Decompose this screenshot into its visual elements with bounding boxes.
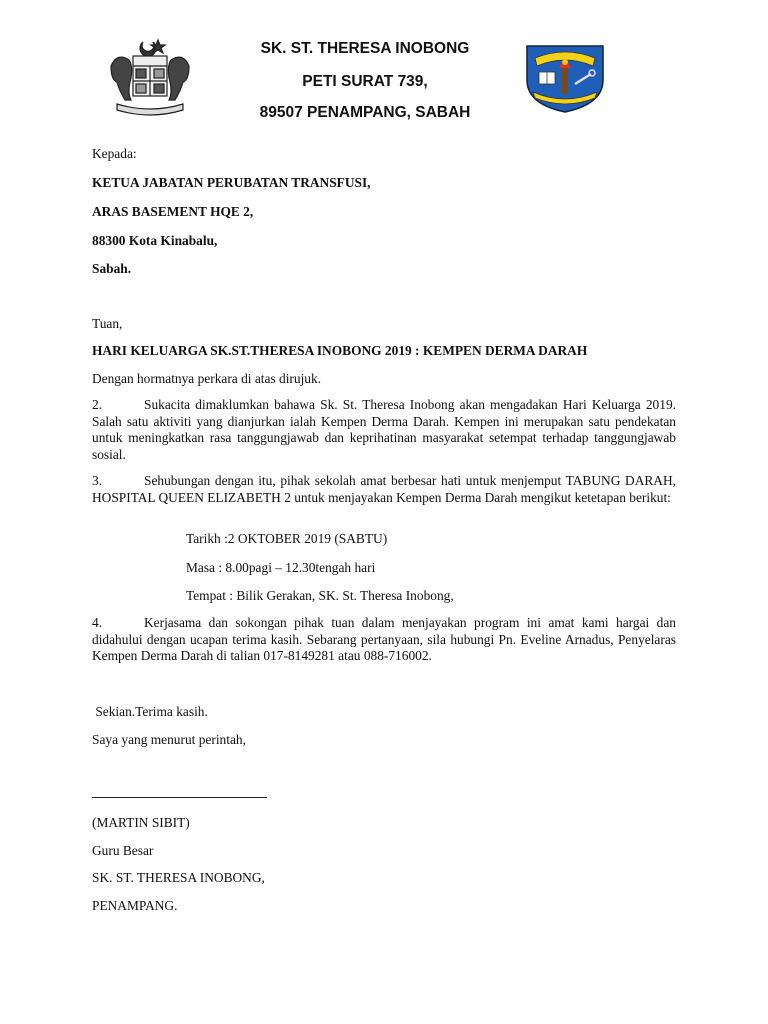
paragraph-2	[92, 397, 676, 463]
recipient-line-3: 88300 Kota Kinabalu,	[92, 233, 218, 248]
city-line: 89507 PENAMPANG, SABAH	[259, 104, 471, 121]
coat-of-arms-logo	[103, 36, 197, 118]
closing-yours: Saya yang menurut perintah,	[92, 732, 246, 747]
paragraph-number: 4.	[92, 615, 103, 630]
paragraph-text: Kerjasama dan sokongan pihak tuan dalam menjayakan program ini amat kami hargai dan didahului dengan ucapan terima kasih. Sebarang pertanyaan, sila hubungi Pn. Eveline Arnadus, Penyelaras Kempen Derma Darah di talian 017-8149281 atau 088-716002.	[92, 615, 676, 663]
subject-line: HARI KELUARGA SK.ST.THERESA INOBONG 2019 : KEMPEN DERMA DARAH	[92, 343, 588, 358]
signatory-school: SK. ST. THERESA INOBONG,	[92, 870, 265, 885]
opening-line: Dengan hormatnya perkara di atas dirujuk.	[92, 371, 322, 386]
recipient-line-4: Sabah.	[92, 261, 132, 276]
paragraph-number: 2.	[92, 397, 103, 412]
paragraph-text: Sukacita dimaklumkan bahawa Sk. St. Theresa Inobong akan mengadakan Hari Keluarga 2019. Salah satu aktiviti yang dianjurkan ialah Kempen Derma Darah. Kempen ini merupakan satu pendekatan untuk meningkatkan rasa tanggungjawab dan keprihatinan masyarakat setempat terhadap tanggungjawab sosial.	[92, 397, 676, 462]
paragraph-3	[92, 473, 676, 506]
signatory-place: PENAMPANG.	[92, 898, 178, 913]
salutation: Tuan,	[92, 316, 123, 331]
recipient-line-1: KETUA JABATAN PERUBATAN TRANSFUSI,	[92, 175, 371, 190]
detail-tarikh: Tarikh :2 OKTOBER 2019 (SABTU)	[186, 531, 388, 546]
po-box: PETI SURAT 739,	[302, 73, 428, 90]
kepada-label: Kepada:	[92, 146, 137, 161]
paragraph-text: Sehubungan dengan itu, pihak sekolah amat berbesar hati untuk menjemput TABUNG DARAH, HOSPITAL QUEEN ELIZABETH 2 untuk menjayakan Kempen Derma Darah mengikut ketetapan berikut:	[92, 473, 676, 505]
paragraph-4	[92, 615, 676, 665]
paragraph-number: 3.	[92, 473, 103, 488]
detail-masa: Masa : 8.00pagi – 12.30tengah hari	[186, 560, 376, 575]
recipient-line-2: ARAS BASEMENT HQE 2,	[92, 204, 254, 219]
school-emblem-logo	[523, 40, 607, 114]
signature-line	[92, 797, 267, 798]
detail-tempat: Tempat : Bilik Gerakan, SK. St. Theresa Inobong,	[186, 588, 454, 603]
school-name: SK. ST. THERESA INOBONG	[260, 40, 470, 57]
closing-thanks: Sekian.Terima kasih.	[92, 704, 208, 719]
signatory-title: Guru Besar	[92, 843, 154, 858]
signatory-name: (MARTIN SIBIT)	[92, 815, 190, 830]
